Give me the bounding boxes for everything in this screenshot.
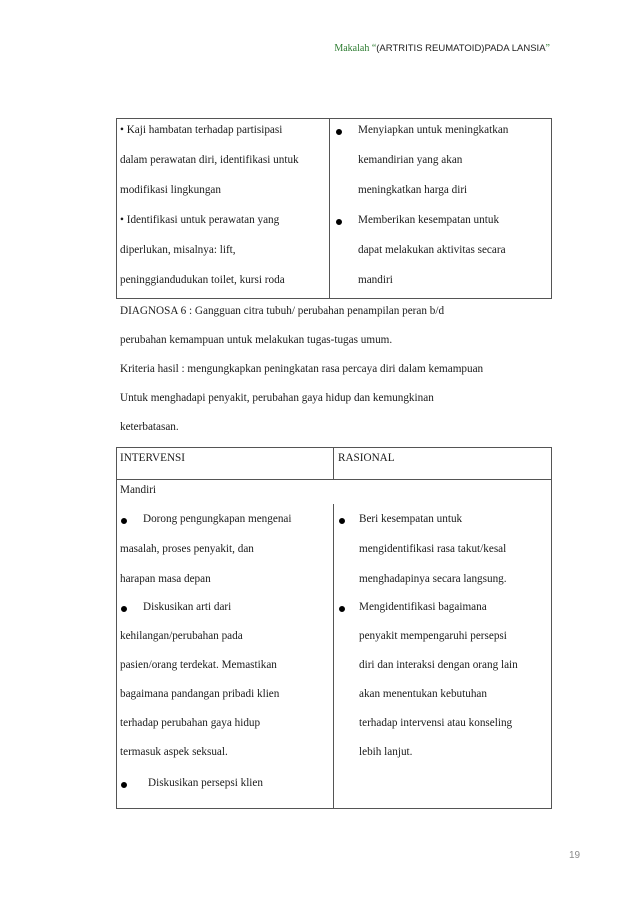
table2-left-border <box>116 447 117 809</box>
rasional-line: terhadap intervensi atau konseling <box>359 717 513 729</box>
intervensi-line: kehilangan/perubahan pada <box>120 630 243 642</box>
bullet-icon <box>121 782 127 788</box>
kriteria-line: keterbatasan. <box>120 421 179 433</box>
header-prefix: Makalah “ <box>334 43 377 54</box>
bullet-icon <box>121 518 127 524</box>
rasional-line: Mengidentifikasi bagaimana <box>359 601 487 613</box>
intervensi-line: terhadap perubahan gaya hidup <box>120 717 261 729</box>
intervensi-line: Diskusikan persepsi klien <box>148 777 263 789</box>
page-header <box>334 43 550 54</box>
intervensi-line: masalah, proses penyakit, dan <box>120 543 254 555</box>
rasional-line: akan menentukan kebutuhan <box>359 688 487 700</box>
rasional-line: diri dan interaksi dengan orang lain <box>359 659 518 671</box>
diagnosa-line: DIAGNOSA 6 : Gangguan citra tubuh/ perubahan penampilan peran b/d <box>120 305 445 317</box>
bullet-icon <box>336 219 342 225</box>
table2-middle-border-top <box>333 447 334 480</box>
table2-right-border <box>551 447 552 809</box>
table2-header-divider <box>116 479 552 480</box>
rasional-line: mengidentifikasi rasa takut/kesal <box>359 543 507 555</box>
table1-top-border <box>116 118 552 119</box>
table1-right-line: kemandirian yang akan <box>358 154 463 166</box>
table1-right-line: dapat melakukan aktivitas secara <box>358 244 506 256</box>
rasional-line: penyakit mempengaruhi persepsi <box>359 630 507 642</box>
bullet-icon <box>339 606 345 612</box>
table1-middle-border <box>329 118 330 299</box>
table1-left-line: modifikasi lingkungan <box>120 184 221 196</box>
table1-right-line: Memberikan kesempatan untuk <box>358 214 500 226</box>
table1-left-line: • Kaji hambatan terhadap partisipasi <box>120 124 283 136</box>
intervensi-line: Dorong pengungkapan mengenai <box>143 513 292 525</box>
bullet-icon <box>336 129 342 135</box>
table1-right-line: Menyiapkan untuk meningkatkan <box>358 124 509 136</box>
table1-right-line: mandiri <box>358 274 393 286</box>
section-label-mandiri: Mandiri <box>120 484 157 496</box>
kriteria-line: Kriteria hasil : mengungkapkan peningkatan rasa percaya diri dalam kemampuan <box>120 363 484 375</box>
intervensi-line: harapan masa depan <box>120 573 211 585</box>
intervensi-line: bagaimana pandangan pribadi klien <box>120 688 280 700</box>
bullet-icon <box>121 606 127 612</box>
table2-top-border <box>116 447 552 448</box>
column-header-rasional: RASIONAL <box>338 452 395 464</box>
intervensi-line: Diskusikan arti dari <box>143 601 232 613</box>
table2-middle-border <box>333 504 334 809</box>
intervensi-line: termasuk aspek seksual. <box>120 746 228 758</box>
table1-right-line: meningkatkan harga diri <box>358 184 468 196</box>
intervensi-line: pasien/orang terdekat. Memastikan <box>120 659 277 671</box>
table1-left-border <box>116 118 117 299</box>
table1-bottom-border <box>116 298 552 299</box>
table2-bottom-border <box>116 808 552 809</box>
kriteria-line: Untuk menghadapi penyakit, perubahan gaya hidup dan kemungkinan <box>120 392 434 404</box>
page-number: 19 <box>569 850 581 861</box>
header-title: (ARTRITIS REUMATOID)PADA LANSIA <box>376 43 546 54</box>
table1-left-line: peninggiandudukan toilet, kursi roda <box>120 274 285 286</box>
table1-right-border <box>551 118 552 299</box>
diagnosa-line: perubahan kemampuan untuk melakukan tugas-tugas umum. <box>120 334 393 346</box>
rasional-line: Beri kesempatan untuk <box>359 513 463 525</box>
rasional-line: lebih lanjut. <box>359 746 413 758</box>
header-suffix: ” <box>545 43 550 54</box>
table1-left-line: dalam perawatan diri, identifikasi untuk <box>120 154 299 166</box>
table1-left-line: diperlukan, misalnya: lift, <box>120 244 236 256</box>
table1-left-line: • Identifikasi untuk perawatan yang <box>120 214 280 226</box>
rasional-line: menghadapinya secara langsung. <box>359 573 507 585</box>
bullet-icon <box>339 518 345 524</box>
column-header-intervensi: INTERVENSI <box>120 452 185 464</box>
